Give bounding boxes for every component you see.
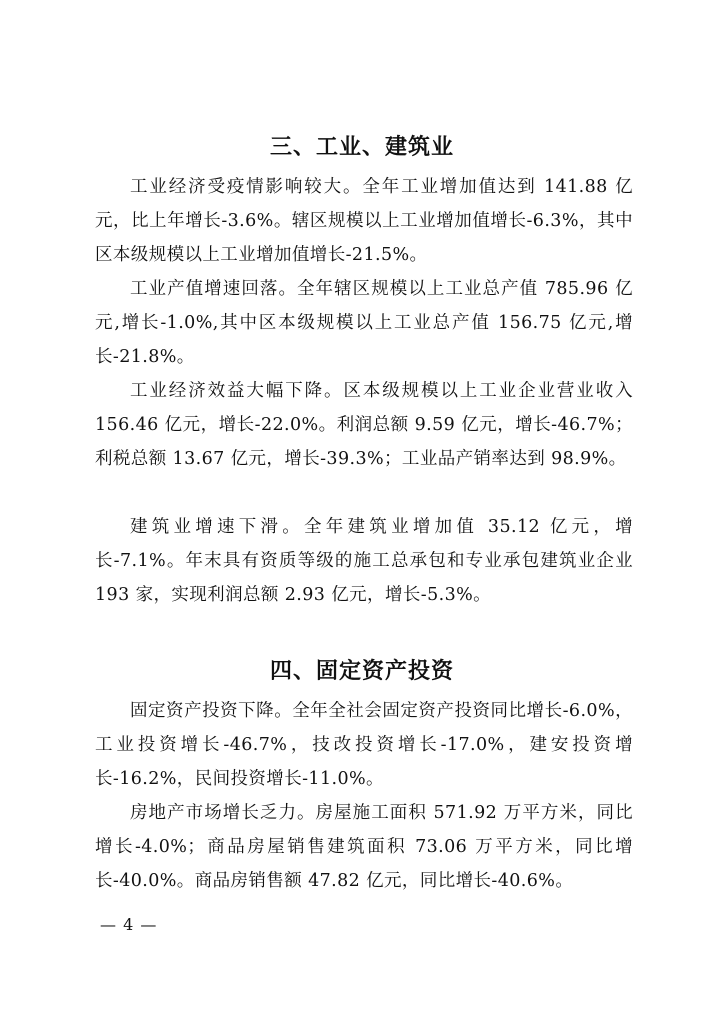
section-heading-industry: 三、工业、建筑业 <box>269 134 454 160</box>
paragraph-real-estate: 房地产市场增长乏力。房屋施工面积 571.92 万平方米，同比增长-4.0%；商品房屋销售建筑面积 73.06 万平方米，同比增长-40.0%。商品房销售额 47.82 亿元，同比增长-40.6%。 <box>95 803 633 891</box>
page-number: — 4 — <box>100 915 158 934</box>
paragraph-industry-output: 工业产值增速回落。全年辖区规模以上工业总产值 785.96 亿元,增长-1.0%,其中区本级规模以上工业总产值 156.75 亿元,增长-21.8%。 <box>95 279 633 367</box>
paragraph-construction: 建筑业增速下滑。全年建筑业增加值 35.12 亿元，增长-7.1%。年末具有资质等级的施工总承包和专业承包建筑业企业 193 家，实现利润总额 2.93 亿元，增长-5.3%。 <box>95 517 633 605</box>
paragraph-industry-efficiency: 工业经济效益大幅下降。区本级规模以上工业企业营业收入 156.46 亿元，增长-22.0%。利润总额 9.59 亿元，增长-46.7%；利税总额 13.67 亿元，增长-39.3%；工业品产销率达到 98.9%。 <box>95 381 633 469</box>
paragraph-industry-value-added: 工业经济受疫情影响较大。全年工业增加值达到 141.88 亿元，比上年增长-3.6%。辖区规模以上工业增加值增长-6.3%，其中区本级规模以上工业增加值增长-21.5%。 <box>95 177 633 265</box>
paragraph-fixed-investment: 固定资产投资下降。全年全社会固定资产投资同比增长-6.0%，工业投资增长-46.7%，技改投资增长-17.0%，建安投资增长-16.2%，民间投资增长-11.0%。 <box>95 701 633 789</box>
section-heading-fixed-investment: 四、固定资产投资 <box>269 658 454 684</box>
